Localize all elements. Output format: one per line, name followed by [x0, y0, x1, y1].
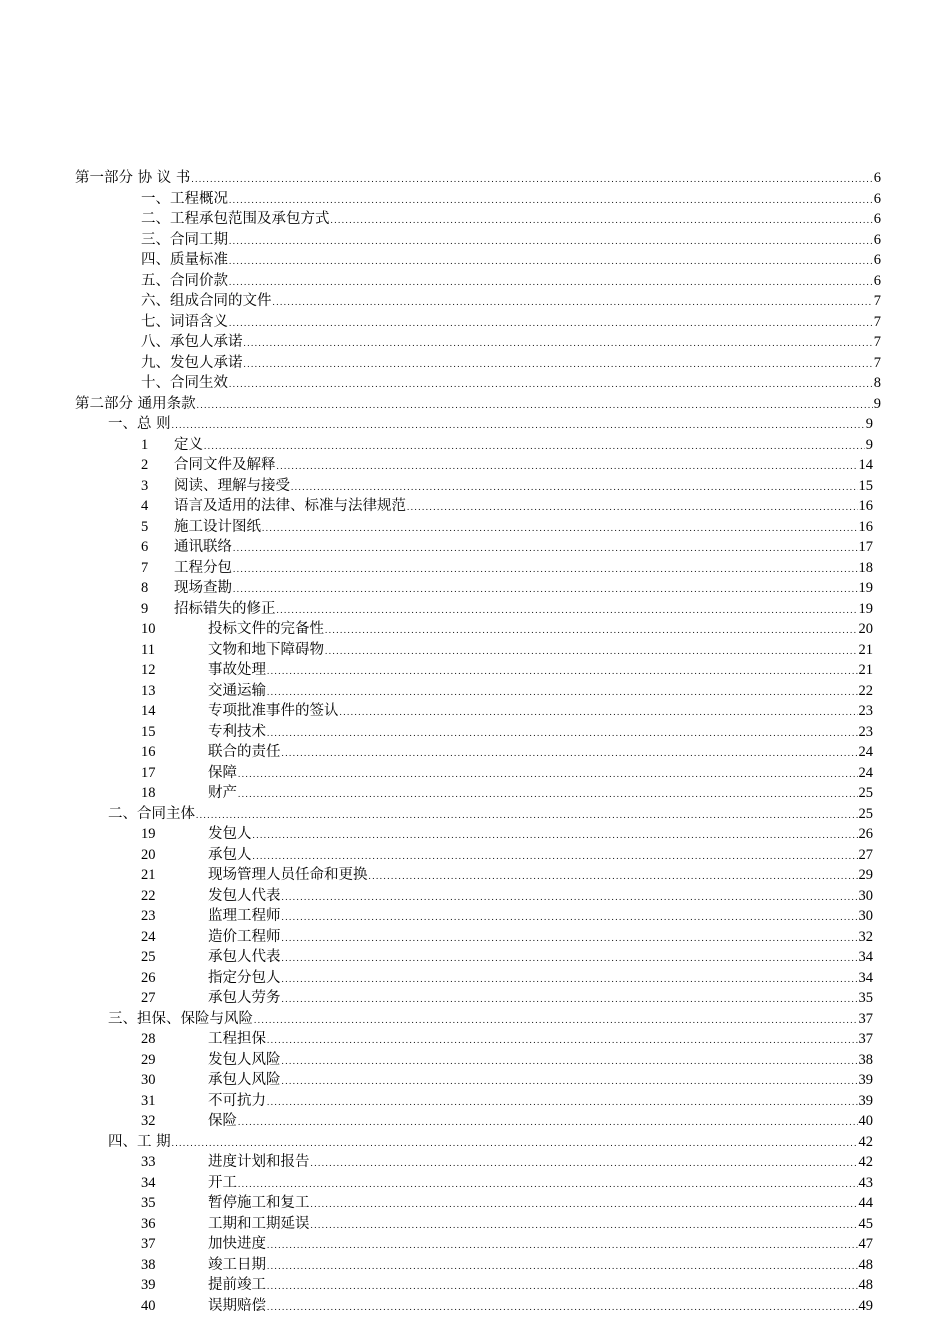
toc-entry-number: 20	[141, 846, 156, 863]
toc-dot-leader	[233, 559, 858, 580]
toc-entry[interactable]	[75, 886, 881, 907]
toc-entry-title: 现场管理人员任命和更换	[208, 867, 368, 883]
toc-dot-leader	[282, 989, 858, 1010]
toc-dot-leader	[262, 518, 858, 539]
toc-dot-leader	[407, 497, 858, 518]
toc-dot-leader	[282, 1071, 858, 1092]
toc-page-number: 27	[858, 846, 873, 863]
toc-entry-title: 发包人	[208, 826, 252, 842]
toc-entry-number: 26	[141, 969, 156, 986]
toc-entry-number: 6	[141, 539, 149, 555]
toc-entry[interactable]	[75, 332, 881, 353]
toc-dot-leader	[282, 743, 858, 764]
toc-entry-title: 五、合同价款	[141, 272, 228, 289]
toc-entry-number: 33	[141, 1154, 156, 1170]
toc-entry-title: 七、词语含义	[141, 313, 228, 330]
toc-entry-number: 21	[141, 867, 156, 883]
toc-entry[interactable]	[75, 537, 881, 558]
toc-entry-number: 5	[141, 518, 149, 535]
toc-entry-title: 工程担保	[208, 1031, 266, 1047]
toc-entry-title: 一、工程概况	[141, 190, 228, 207]
toc-dot-leader	[282, 928, 858, 949]
toc-entry[interactable]	[75, 517, 881, 538]
toc-entry-title: 进度计划和报告	[208, 1154, 310, 1170]
toc-entry-title: 提前竣工	[208, 1277, 266, 1293]
toc-entry-title: 现场查勘	[174, 580, 232, 596]
toc-dot-leader	[233, 579, 858, 600]
toc-entry[interactable]	[75, 1009, 881, 1030]
toc-dot-leader	[233, 538, 858, 559]
toc-page-number: 6	[873, 170, 881, 186]
toc-entry[interactable]	[75, 763, 881, 784]
toc-entry-number: 11	[141, 641, 155, 658]
toc-entry-title: 八、承包人承诺	[141, 334, 243, 350]
toc-entry[interactable]	[75, 1214, 881, 1235]
toc-entry-title: 阅读、理解与接受	[174, 477, 290, 494]
toc-page-number: 47	[858, 1236, 873, 1252]
toc-page-number: 6	[873, 252, 881, 268]
toc-page-number: 23	[858, 723, 873, 740]
toc-page-number: 42	[858, 1133, 873, 1150]
toc-page-number: 39	[858, 1072, 873, 1088]
toc-entry-title: 监理工程师	[208, 908, 281, 924]
toc-entry-title: 工程分包	[174, 559, 232, 576]
toc-entry-title: 四、质量标准	[141, 252, 228, 268]
toc-entry-number: 12	[141, 662, 156, 678]
toc-entry[interactable]	[75, 209, 881, 230]
toc-entry[interactable]	[75, 988, 881, 1009]
toc-entry-title: 一、总 则	[108, 416, 171, 432]
toc-dot-leader	[253, 846, 858, 867]
toc-page-number: 9	[865, 436, 873, 453]
toc-entry[interactable]	[75, 701, 881, 722]
toc-entry-title: 发包人风险	[208, 1051, 281, 1068]
toc-entry[interactable]	[75, 865, 881, 886]
toc-page-number: 25	[858, 785, 873, 801]
toc-entry-title: 文物和地下障碍物	[208, 641, 324, 658]
toc-dot-leader	[244, 354, 873, 375]
toc-page-number: 19	[858, 600, 873, 617]
toc-entry-title: 投标文件的完备性	[208, 621, 324, 637]
toc-entry-title: 施工设计图纸	[174, 518, 261, 535]
toc-dot-leader	[311, 1194, 858, 1215]
toc-dot-leader	[244, 333, 873, 354]
toc-dot-leader	[282, 969, 858, 990]
toc-entry[interactable]	[75, 742, 881, 763]
toc-entry[interactable]	[75, 927, 881, 948]
toc-dot-leader	[229, 374, 873, 395]
toc-entry-title: 发包人代表	[208, 887, 281, 904]
toc-entry-number: 30	[141, 1072, 156, 1088]
toc-dot-leader	[238, 1112, 858, 1133]
toc-entry[interactable]	[75, 1111, 881, 1132]
toc-entry-title: 加快进度	[208, 1236, 266, 1252]
toc-entry[interactable]	[75, 189, 881, 210]
toc-dot-leader	[311, 1215, 858, 1236]
toc-dot-leader	[267, 1235, 858, 1256]
toc-entry[interactable]	[75, 1070, 881, 1091]
toc-entry-number: 28	[141, 1031, 156, 1047]
toc-entry[interactable]	[75, 640, 881, 661]
toc-entry[interactable]	[75, 845, 881, 866]
toc-entry[interactable]	[75, 1132, 881, 1153]
toc-entry-title: 承包人	[208, 846, 252, 863]
toc-entry[interactable]	[75, 1193, 881, 1214]
toc-page-number: 30	[858, 908, 873, 924]
toc-entry[interactable]	[75, 1029, 881, 1050]
toc-entry[interactable]	[75, 476, 881, 497]
toc-page-number: 35	[858, 990, 873, 1006]
toc-entry-title: 保险	[208, 1113, 237, 1129]
toc-dot-leader	[291, 477, 858, 498]
toc-entry-number: 27	[141, 990, 156, 1006]
toc-entry[interactable]	[75, 312, 881, 333]
toc-page-number: 49	[858, 1297, 873, 1314]
toc-entry[interactable]	[75, 681, 881, 702]
toc-entry[interactable]	[75, 968, 881, 989]
toc-entry-title: 联合的责任	[208, 744, 281, 760]
toc-entry-title: 九、发包人承诺	[141, 354, 243, 371]
toc-page-number: 45	[858, 1215, 873, 1232]
toc-entry-number: 3	[141, 477, 149, 494]
toc-dot-leader	[191, 169, 872, 190]
toc-entry[interactable]	[75, 1296, 881, 1317]
toc-entry-title: 事故处理	[208, 662, 266, 678]
toc-dot-leader	[282, 907, 858, 928]
toc-dot-leader	[229, 231, 873, 252]
toc-entry-title: 定义	[174, 436, 203, 453]
toc-page-number: 6	[873, 272, 881, 289]
toc-dot-leader	[267, 723, 858, 744]
toc-dot-leader	[254, 1010, 858, 1031]
toc-dot-leader	[172, 1133, 858, 1154]
toc-entry-title: 专利技术	[208, 723, 266, 740]
toc-dot-leader	[238, 1174, 858, 1195]
toc-dot-leader	[277, 600, 858, 621]
toc-entry[interactable]	[75, 394, 881, 415]
toc-entry[interactable]	[75, 1234, 881, 1255]
toc-page-number: 23	[858, 703, 873, 719]
toc-entry[interactable]	[75, 804, 881, 825]
toc-entry-title: 承包人风险	[208, 1072, 281, 1088]
toc-dot-leader	[325, 620, 858, 641]
toc-entry[interactable]	[75, 906, 881, 927]
toc-entry-title: 合同文件及解释	[174, 457, 276, 473]
toc-entry-title: 六、组成合同的文件	[141, 293, 272, 309]
toc-dot-leader	[267, 1092, 858, 1113]
toc-page-number: 7	[873, 354, 881, 371]
toc-dot-leader	[267, 682, 858, 703]
toc-page-number: 42	[858, 1154, 873, 1170]
toc-entry[interactable]	[75, 1091, 881, 1112]
toc-page-number: 24	[858, 764, 873, 781]
toc-page-number: 18	[858, 559, 873, 576]
toc-entry-number: 32	[141, 1113, 156, 1129]
toc-page-number: 40	[858, 1113, 873, 1129]
toc-dot-leader	[267, 661, 858, 682]
toc-dot-leader	[331, 210, 873, 231]
toc-dot-leader	[267, 1256, 858, 1277]
toc-dot-leader	[267, 1276, 858, 1297]
toc-entry[interactable]	[75, 168, 881, 189]
toc-entry-number: 2	[141, 457, 149, 473]
toc-dot-leader	[277, 456, 858, 477]
toc-dot-leader	[282, 948, 858, 969]
toc-dot-leader	[267, 1030, 858, 1051]
toc-dot-leader	[369, 866, 858, 887]
toc-entry-title: 通讯联络	[174, 539, 232, 555]
toc-entry-title: 承包人劳务	[208, 990, 281, 1006]
toc-page-number: 7	[873, 313, 881, 330]
toc-page-number: 34	[858, 949, 873, 965]
toc-entry[interactable]	[75, 947, 881, 968]
toc-dot-leader	[282, 1051, 858, 1072]
toc-entry-title: 二、合同主体	[108, 805, 195, 822]
toc-dot-leader	[238, 764, 858, 785]
toc-entry-number: 8	[141, 580, 149, 596]
toc-dot-leader	[229, 313, 873, 334]
toc-dot-leader	[172, 415, 865, 436]
toc-page-number: 38	[858, 1051, 873, 1068]
toc-entry-number: 15	[141, 723, 156, 740]
toc-entry-title: 工期和工期延误	[208, 1215, 310, 1232]
toc-entry-number: 39	[141, 1277, 156, 1293]
toc-entry-title: 第二部分 通用条款	[75, 395, 196, 412]
toc-page-number: 34	[858, 969, 873, 986]
toc-entry[interactable]	[75, 496, 881, 517]
toc-page-number: 29	[858, 867, 873, 883]
toc-page-number: 25	[858, 805, 873, 822]
toc-page-number: 6	[873, 211, 881, 227]
toc-entry-number: 4	[141, 498, 149, 514]
toc-entry-number: 16	[141, 744, 156, 760]
table-of-contents	[75, 168, 881, 1316]
toc-entry-number: 34	[141, 1174, 156, 1191]
toc-entry-number: 1	[141, 436, 149, 453]
toc-entry[interactable]	[75, 1050, 881, 1071]
toc-entry-title: 三、合同工期	[141, 231, 228, 248]
toc-entry[interactable]	[75, 660, 881, 681]
toc-page-number: 30	[858, 887, 873, 904]
toc-entry[interactable]	[75, 414, 881, 435]
toc-entry[interactable]	[75, 1255, 881, 1276]
toc-page-number: 43	[858, 1174, 873, 1191]
toc-dot-leader	[229, 190, 873, 211]
toc-page-number: 21	[858, 641, 873, 658]
toc-dot-leader	[253, 825, 858, 846]
toc-dot-leader	[229, 272, 873, 293]
toc-entry[interactable]	[75, 455, 881, 476]
toc-entry-title: 保障	[208, 764, 237, 781]
toc-page-number: 48	[858, 1277, 873, 1293]
toc-page-number: 39	[858, 1092, 873, 1109]
toc-entry-title: 十、合同生效	[141, 375, 228, 391]
toc-page-number: 44	[858, 1195, 873, 1211]
toc-page-number: 32	[858, 928, 873, 945]
toc-page-number: 22	[858, 682, 873, 699]
toc-entry-number: 9	[141, 600, 149, 617]
toc-entry[interactable]	[75, 250, 881, 271]
toc-entry-number: 7	[141, 559, 149, 576]
toc-entry[interactable]	[75, 783, 881, 804]
toc-entry-title: 二、工程承包范围及承包方式	[141, 211, 330, 227]
toc-entry-title: 交通运输	[208, 682, 266, 699]
toc-page-number: 48	[858, 1256, 873, 1273]
toc-entry[interactable]	[75, 578, 881, 599]
toc-entry-number: 10	[141, 621, 156, 637]
toc-page-number: 15	[858, 477, 873, 494]
toc-dot-leader	[267, 1297, 858, 1318]
toc-entry[interactable]	[75, 435, 881, 456]
toc-page-number: 9	[873, 395, 881, 412]
toc-entry[interactable]	[75, 291, 881, 312]
toc-entry-number: 25	[141, 949, 156, 965]
toc-dot-leader	[273, 292, 873, 313]
toc-entry[interactable]	[75, 1275, 881, 1296]
toc-page-number: 19	[858, 580, 873, 596]
toc-entry-number: 36	[141, 1215, 156, 1232]
toc-entry-title: 第一部分 协 议 书	[75, 170, 191, 186]
toc-entry-number: 19	[141, 826, 156, 842]
toc-entry[interactable]	[75, 558, 881, 579]
toc-entry-number: 17	[141, 764, 156, 781]
toc-dot-leader	[196, 805, 858, 826]
toc-entry-title: 承包人代表	[208, 949, 281, 965]
toc-entry[interactable]	[75, 619, 881, 640]
toc-page-number: 16	[858, 498, 873, 514]
toc-entry-number: 18	[141, 785, 156, 801]
toc-entry-number: 31	[141, 1092, 156, 1109]
toc-page-number: 14	[858, 457, 873, 473]
toc-entry-number: 23	[141, 908, 156, 924]
toc-page-number: 7	[873, 334, 881, 350]
toc-entry-title: 误期赔偿	[208, 1297, 266, 1314]
toc-page-number: 26	[858, 826, 873, 842]
toc-page-number: 37	[858, 1031, 873, 1047]
toc-entry-title: 竣工日期	[208, 1256, 266, 1273]
toc-dot-leader	[340, 702, 858, 723]
toc-entry-number: 29	[141, 1051, 156, 1068]
toc-entry[interactable]	[75, 271, 881, 292]
toc-entry-title: 造价工程师	[208, 928, 281, 945]
toc-entry[interactable]	[75, 824, 881, 845]
toc-page-number: 6	[873, 190, 881, 207]
toc-dot-leader	[204, 436, 865, 457]
toc-entry-number: 35	[141, 1195, 156, 1211]
toc-page-number: 20	[858, 621, 873, 637]
toc-entry-number: 40	[141, 1297, 156, 1314]
toc-page-number: 9	[865, 416, 873, 432]
toc-entry-title: 开工	[208, 1174, 237, 1191]
toc-entry-number: 24	[141, 928, 156, 945]
toc-entry-title: 指定分包人	[208, 969, 281, 986]
toc-dot-leader	[282, 887, 858, 908]
toc-dot-leader	[197, 395, 873, 416]
toc-entry[interactable]	[75, 353, 881, 374]
toc-page-number: 37	[858, 1010, 873, 1027]
toc-entry-title: 财产	[208, 785, 237, 801]
toc-entry-title: 不可抗力	[208, 1092, 266, 1109]
toc-entry-title: 专项批准事件的签认	[208, 703, 339, 719]
toc-entry[interactable]	[75, 230, 881, 251]
toc-page-number: 6	[873, 231, 881, 248]
toc-entry-title: 招标错失的修正	[174, 600, 276, 617]
toc-entry-title: 四、工 期	[108, 1133, 171, 1150]
toc-entry[interactable]	[75, 373, 881, 394]
toc-entry-number: 38	[141, 1256, 156, 1273]
toc-entry[interactable]	[75, 1152, 881, 1173]
toc-entry-number: 37	[141, 1236, 156, 1252]
toc-entry[interactable]	[75, 1173, 881, 1194]
toc-page-number: 21	[858, 662, 873, 678]
toc-dot-leader	[238, 784, 858, 805]
toc-dot-leader	[229, 251, 873, 272]
toc-dot-leader	[325, 641, 858, 662]
toc-page-number: 17	[858, 539, 873, 555]
toc-entry-title: 暂停施工和复工	[208, 1195, 310, 1211]
toc-entry-title: 三、担保、保险与风险	[108, 1010, 253, 1027]
toc-entry-number: 14	[141, 703, 156, 719]
toc-page-number: 24	[858, 744, 873, 760]
toc-page-number: 8	[873, 375, 881, 391]
toc-entry-title: 语言及适用的法律、标准与法律规范	[174, 498, 406, 514]
toc-dot-leader	[311, 1153, 858, 1174]
toc-entry[interactable]	[75, 722, 881, 743]
toc-entry-number: 13	[141, 682, 156, 699]
toc-page-number: 7	[873, 293, 881, 309]
toc-page-number: 16	[858, 518, 873, 535]
toc-entry-number: 22	[141, 887, 156, 904]
toc-entry[interactable]	[75, 599, 881, 620]
